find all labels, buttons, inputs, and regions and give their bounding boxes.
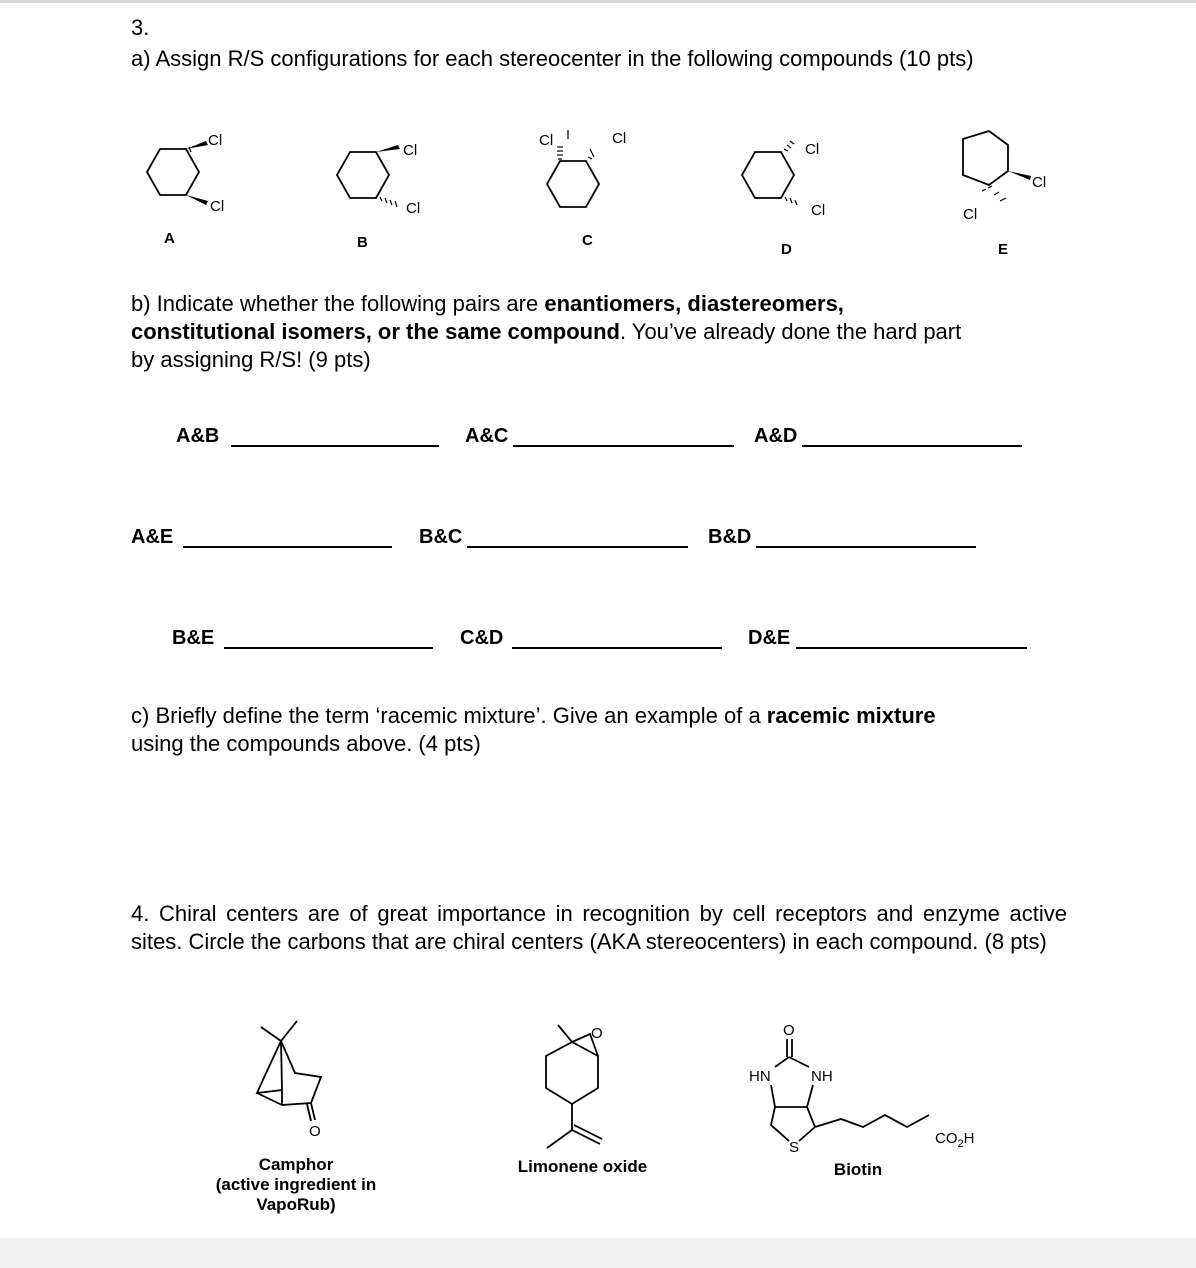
oxygen-label: O bbox=[309, 1123, 321, 1140]
answer-line-bc[interactable] bbox=[467, 546, 688, 548]
compound-label-c: C bbox=[582, 232, 593, 249]
sulfur-label: S bbox=[789, 1139, 800, 1156]
question-3c-line-2: using the compounds above. (4 pts) bbox=[131, 731, 481, 756]
compound-a-structure bbox=[140, 125, 250, 235]
compound-label-b: B bbox=[357, 234, 368, 251]
question-3b-line-1 bbox=[131, 290, 844, 318]
question-3b-line-2 bbox=[131, 318, 961, 346]
chlorine-label: Cl bbox=[612, 130, 627, 147]
answer-line-cd[interactable] bbox=[512, 647, 722, 649]
pair-label-ae: A&E bbox=[131, 526, 174, 548]
answer-line-ad[interactable] bbox=[802, 445, 1022, 447]
answer-line-bd[interactable] bbox=[756, 546, 976, 548]
camphor-caption bbox=[196, 1155, 396, 1215]
oxygen-label: O bbox=[783, 1022, 795, 1039]
biotin-caption: Biotin bbox=[833, 1160, 883, 1179]
question-3b-line-3: by assigning R/S! (9 pts) bbox=[131, 347, 371, 372]
question-4-prompt: 4. Chiral centers are of great importance in recognition by cell receptors and enzyme active sites. Circle the carbons that are chiral centers (AKA stereocenters) in each compound. (8 pts) bbox=[131, 901, 1067, 954]
chlorine-label: Cl bbox=[208, 132, 223, 149]
pair-label-cd: C&D bbox=[460, 627, 504, 649]
camphor-caption-line-2: (active ingredient in bbox=[215, 1175, 377, 1194]
compound-e-structure bbox=[950, 125, 1060, 225]
part-c-bold: racemic mixture bbox=[766, 703, 936, 728]
compound-b-structure bbox=[330, 135, 440, 235]
limonene-oxide-structure bbox=[530, 1020, 640, 1160]
question-3a-prompt: a) Assign R/S configurations for each stereocenter in the following compounds (10 pts) bbox=[131, 46, 974, 71]
compound-label-a: A bbox=[164, 230, 175, 247]
chlorine-label: Cl bbox=[1032, 174, 1047, 191]
nh-label: NH bbox=[811, 1068, 833, 1085]
chlorine-label: Cl bbox=[403, 142, 418, 159]
pair-label-ab: A&B bbox=[176, 425, 220, 447]
part-b-rest: . You’ve already done the hard part bbox=[619, 319, 962, 344]
pair-label-be: B&E bbox=[172, 627, 215, 649]
bottom-gray-band bbox=[0, 1238, 1196, 1268]
compound-label-d: D bbox=[781, 241, 792, 258]
compound-label-e: E bbox=[998, 241, 1009, 258]
chlorine-label: Cl bbox=[406, 200, 421, 217]
co2h-end: H bbox=[963, 1130, 975, 1147]
pair-label-de: D&E bbox=[748, 627, 791, 649]
chlorine-label: Cl bbox=[210, 198, 225, 215]
camphor-caption-line-1: Camphor bbox=[258, 1155, 334, 1174]
top-border bbox=[0, 0, 1196, 3]
compound-c-structure bbox=[530, 125, 650, 220]
camphor-structure bbox=[245, 1015, 345, 1145]
pair-label-ad: A&D bbox=[754, 425, 798, 447]
co2h-subscript: 2 bbox=[957, 1138, 964, 1150]
answer-line-ae[interactable] bbox=[183, 546, 392, 548]
chlorine-label: Cl bbox=[539, 132, 554, 149]
biotin-structure bbox=[745, 1015, 1005, 1165]
chlorine-label: Cl bbox=[805, 141, 820, 158]
limonene-oxide-caption: Limonene oxide bbox=[517, 1157, 648, 1176]
compound-d-structure bbox=[735, 135, 845, 235]
chlorine-label: Cl bbox=[963, 206, 978, 223]
answer-line-be[interactable] bbox=[224, 647, 433, 649]
camphor-caption-line-3: VapoRub) bbox=[256, 1195, 336, 1214]
answer-line-ac[interactable] bbox=[513, 445, 734, 447]
oxygen-label: O bbox=[591, 1025, 603, 1042]
pair-label-bd: B&D bbox=[708, 526, 752, 548]
chlorine-label: Cl bbox=[811, 202, 826, 219]
carboxylic-acid-label bbox=[935, 1130, 974, 1150]
pair-label-bc: B&C bbox=[419, 526, 463, 548]
question-3-number: 3. bbox=[131, 15, 150, 40]
part-b-bold-terms-2: constitutional isomers, or the same compound bbox=[131, 319, 620, 344]
hn-label: HN bbox=[749, 1068, 771, 1085]
part-b-bold-terms: enantiomers, diastereomers, bbox=[544, 291, 844, 316]
co2h-main: CO bbox=[935, 1130, 958, 1147]
question-3c-line-1 bbox=[131, 702, 936, 730]
part-c-lead: c) Briefly define the term ‘racemic mixture’. Give an example of a bbox=[131, 703, 767, 728]
pair-label-ac: A&C bbox=[465, 425, 509, 447]
answer-line-de[interactable] bbox=[796, 647, 1027, 649]
part-b-lead: b) Indicate whether the following pairs are bbox=[131, 291, 545, 316]
answer-line-ab[interactable] bbox=[231, 445, 439, 447]
